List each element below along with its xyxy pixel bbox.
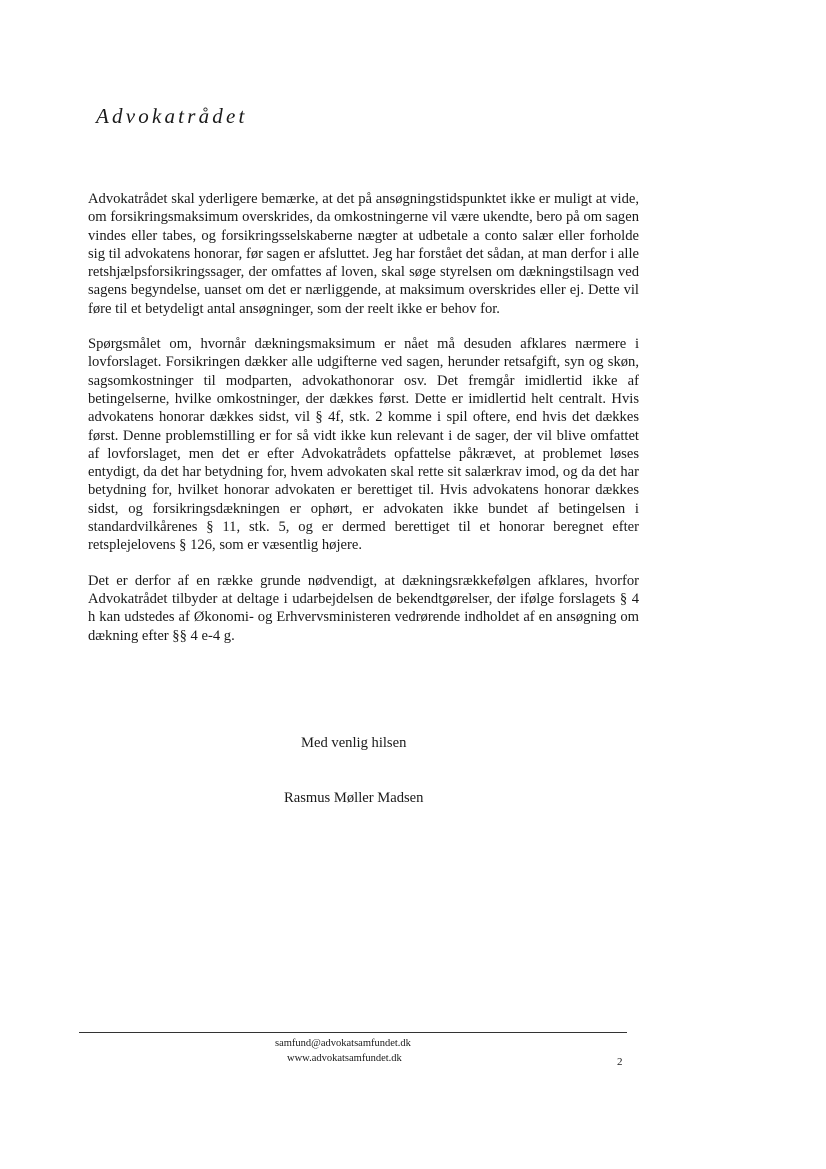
body-paragraph-1: Advokatrådet skal yderligere bemærke, at det på ansøgningstidspunktet ikke er muligt at vide, om forsikringsmaksimum overskrides, da omkostningerne vil være ukendte, bero på om sagen vindes eller tabes, og forsikringsselskaberne nægter at udbetale a conto salær eller forholde sig til advokatens honorar, før sagen er afsluttet. Jeg har forstået det sådan, at man derfor i alle retshjælpsforsikringssager, der omfattes af loven, skal søge styrelsen om dækningstilsagn ved sagens begyndelse, uanset om det er nærliggende, at maksimum overskrides eller ej. Dette vil føre til et betydeligt antal ansøgninger, som der reelt ikke er behov for. xyxy=(88,191,639,317)
footer-website: www.advokatsamfundet.dk xyxy=(287,1053,402,1064)
signature-name: Rasmus Møller Madsen xyxy=(284,790,424,806)
document-body xyxy=(88,190,639,662)
footer-divider xyxy=(79,1032,627,1033)
footer-email: samfund@advokatsamfundet.dk xyxy=(275,1038,411,1049)
page-number: 2 xyxy=(617,1056,623,1068)
body-paragraph-3: Det er derfor af en række grunde nødvendigt, at dækningsrækkefølgen afklares, hvorfor Advokatrådet tilbyder at deltage i udarbejdelsen de bekendtgørelser, der ifølge forslagets § 4 h kan udstedes af Økonomi- og Erhvervsministeren vedrørende indholdet af en ansøgning om dækning efter §§ 4 e-4 g. xyxy=(88,572,639,644)
body-paragraph-2: Spørgsmålet om, hvornår dækningsmaksimum er nået må desuden afklares nærmere i lovforslaget. Forsikringen dækker alle udgifterne ved sagen, herunder retsafgift, syn og skøn, sagsomkostninger til modparten, advokathonorar osv. Det fremgår imidlertid ikke af betingelserne, hvilke omkostninger, der dækkes først. Dette er imidlertid helt centralt. Hvis advokatens honorar dækkes sidst, vil § 4f, stk. 2 komme i spil oftere, end hvis det dækkes først. Denne problemstilling er for så vidt ikke kun relevant i de sager, der vil blive omfattet af lovforslaget, men det er efter Advokatrådets opfattelse påkrævet, at problemet løses entydigt, da det har betydning for, hvem advokaten skal rette sit salærkrav imod, og da det har betydning for, hvilket honorar advokaten er berettiget til. Hvis advokatens honorar dækkes sidst, og forsikringsdækningen er ophørt, er advokaten ikke bundet af betingelsen i standardvilkårenes § 11, stk. 5, og er dermed berettiget til et honorar beregnet efter retsplejelovens § 126, som er væsentlig højere. xyxy=(88,336,639,554)
closing-greeting: Med venlig hilsen xyxy=(301,735,407,751)
document-heading: Advokatrådet xyxy=(96,104,248,128)
